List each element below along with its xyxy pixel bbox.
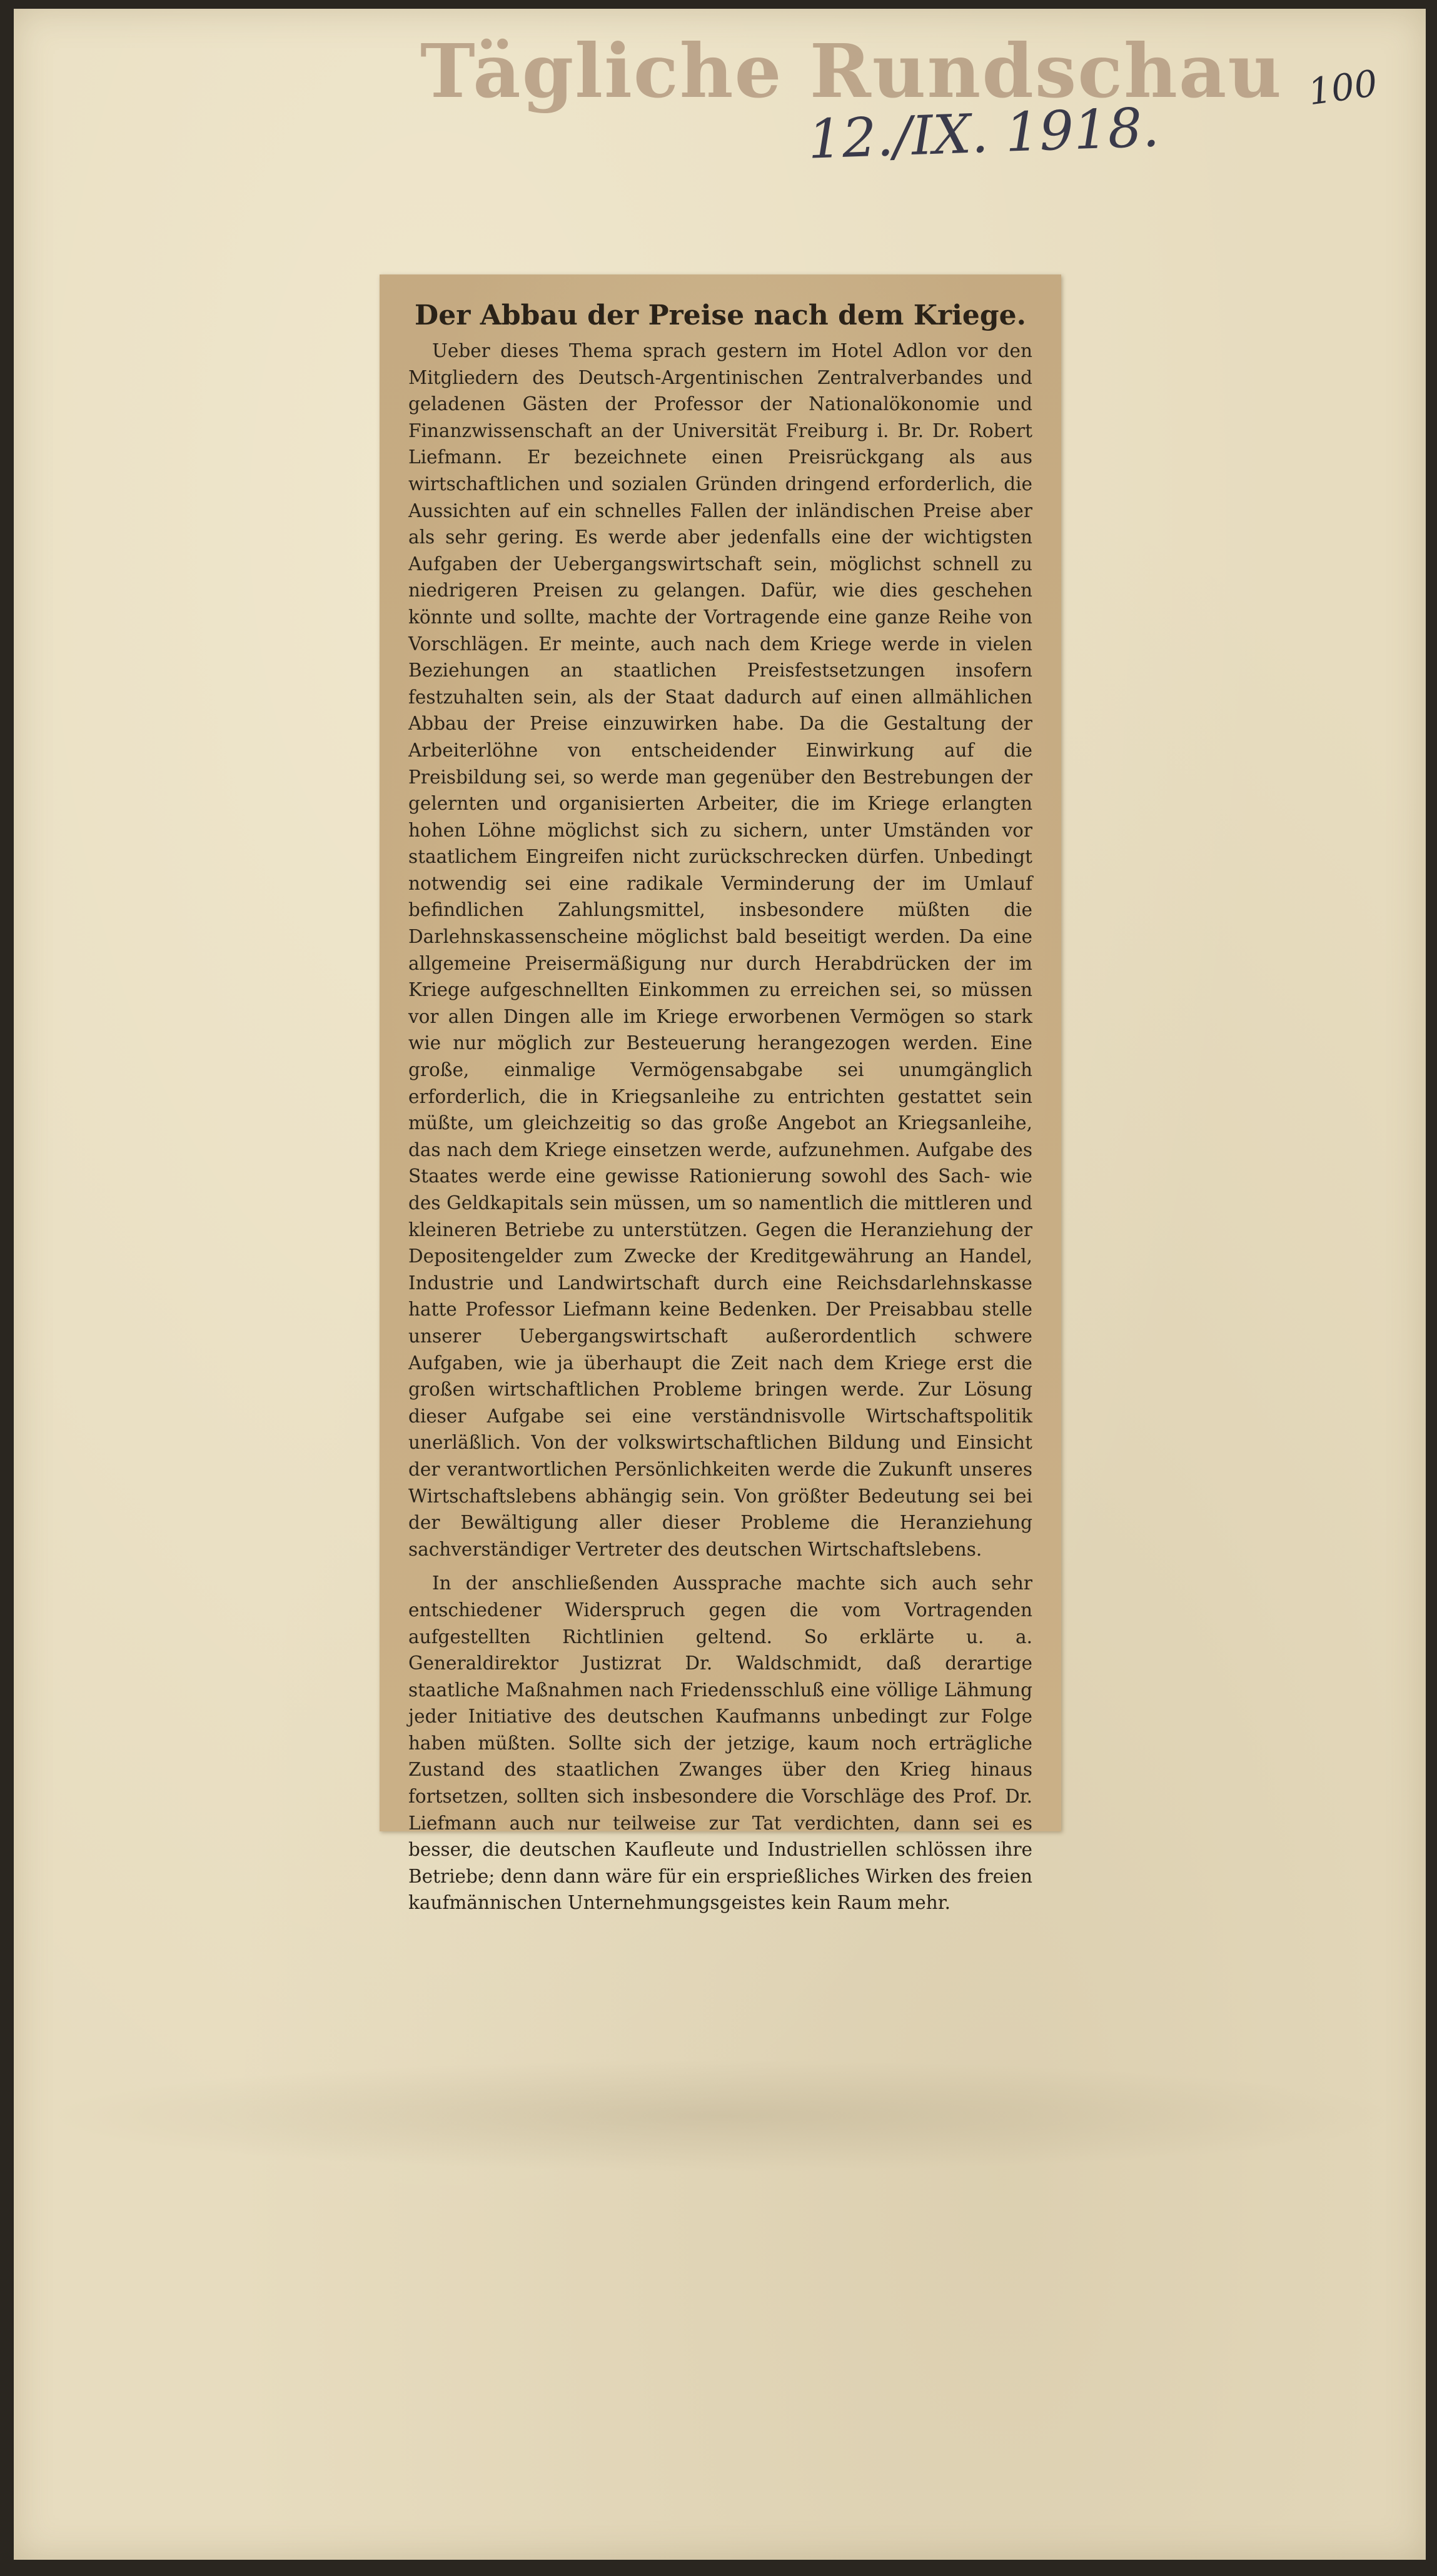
article-paragraph: Ueber dieses Thema sprach gestern im Hotel Adlon vor den Mitgliedern des Deutsch-Argentinischen Zentralverbandes und geladenen Gästen der Professor der Nationalökonomie und Finanzwissenschaft an der Universität Freiburg i. Br. Dr. Robert Liefmann. Er bezeichnete einen Preisrückgang als aus wirtschaftlichen und sozialen Gründen dringend erforderlich, die Aussichten auf ein schnelles Fallen der inländischen Preise aber als sehr gering. Es werde aber jedenfalls eine der wichtigsten Aufgaben der Uebergangswirtschaft sein, möglichst schnell zu niedrigeren Preisen zu gelangen. Dafür, wie dies geschehen könnte und sollte, machte der Vortragende eine ganze Reihe von Vorschlägen. Er meinte, auch nach dem Kriege werde in vielen Beziehungen an staatlichen Preisfestsetzungen insofern festzuhalten sein, als der Staat dadurch auf einen allmählichen Abbau der Preise einzuwirken habe. Da die Gestaltung der Arbeiterlöhne von entscheidender Einwirkung auf die Preisbildung sei, so werde man gegenüber den Bestrebungen der gelernten und organisierten Arbeiter, die im Kriege erlangten hohen Löhne möglichst sich zu sichern, unter Umständen vor staatlichem Eingreifen nicht zurückschrecken dürfen. Unbedingt notwendig sei eine radikale Verminderung der im Umlauf befindlichen Zahlungsmittel, insbesondere müßten die Darlehnskassenscheine möglichst bald beseitigt werden. Da eine allgemeine Preisermäßigung nur durch Herabdrücken der im Kriege aufgeschnellten Einkommen zu erreichen sei, so müssen vor allen Dingen alle im Kriege erworbenen Vermögen so stark wie nur möglich zur Besteuerung herangezogen werden. Eine große, einmalige Vermögensabgabe sei unumgänglich erforderlich, die in Kriegsanleihe zu entrichten gestattet sein müßte, um gleichzeitig so das große Angebot an Kriegsanleihe, das nach dem Kriege einsetzen werde, aufzunehmen. Aufgabe des Staates werde eine gewisse Rationierung sowohl des Sach- wie des Geldkapitals sein müssen, um so namentlich die mittleren und kleineren Betriebe zu unterstützen. Gegen die Heranziehung der Depositengelder zum Zwecke der Kreditgewährung an Handel, Industrie und Landwirtschaft durch eine Reichsdarlehnskasse hatte Professor Liefmann keine Bedenken. Der Preisabbau stelle unserer Uebergangswirtschaft außerordentlich schwere Aufgaben, wie ja überhaupt die Zeit nach dem Kriege erst die großen wirtschaftlichen Probleme bringen werde. Zur Lösung dieser Aufgabe sei eine verständnisvolle Wirtschaftspolitik unerläßlich. Von der volkswirtschaftlichen Bildung und Einsicht der verantwortlichen Persönlichkeiten werde die Zukunft unseres Wirtschaftslebens abhängig sein. Von größter Bedeutung sei bei der Bewältigung aller dieser Probleme die Heranziehung sachverständiger Vertreter des deutschen Wirtschaftslebens. bbox=[408, 340, 1032, 1560]
newspaper-clipping bbox=[380, 274, 1061, 1914]
paper-stain bbox=[39, 2060, 1402, 2172]
article-title: Der Abbau der Preise nach dem Kriege. bbox=[415, 299, 1026, 331]
archive-sheet bbox=[14, 9, 1426, 2560]
handwritten-date: 12./IX. 1918. bbox=[807, 96, 1161, 171]
article-paragraph: In der anschließenden Aussprache machte sich auch sehr entschiedener Widerspruch gegen die vom Vortragenden aufgestellten Richtlinien geltend. So erklärte u. a. Generaldirektor Justizrat Dr. Waldschmidt, daß derartige staatliche Maßnahmen nach Friedensschluß eine völlige Lähmung jeder Initiative des deutschen Kaufmanns unbedingt zur Folge haben müßten. Sollte sich der jetzige, kaum noch erträgliche Zustand des staatlichen Zwanges über den Krieg hinaus fortsetzen, sollten sich insbesondere die Vorschläge des Prof. Dr. Liefmann auch nur teilweise zur Tat verdichten, dann sei es besser, die deutschen Kaufleute und Industriellen schlössen ihre Betriebe; denn dann wäre für ein ersprießliches Wirken des freien kaufmännischen Unternehmungsgeistes kein Raum mehr. bbox=[408, 1572, 1032, 1914]
newspaper-masthead-stamp: Tägliche Rundschau bbox=[420, 28, 1283, 114]
handwritten-page-number: 100 bbox=[1305, 61, 1380, 114]
